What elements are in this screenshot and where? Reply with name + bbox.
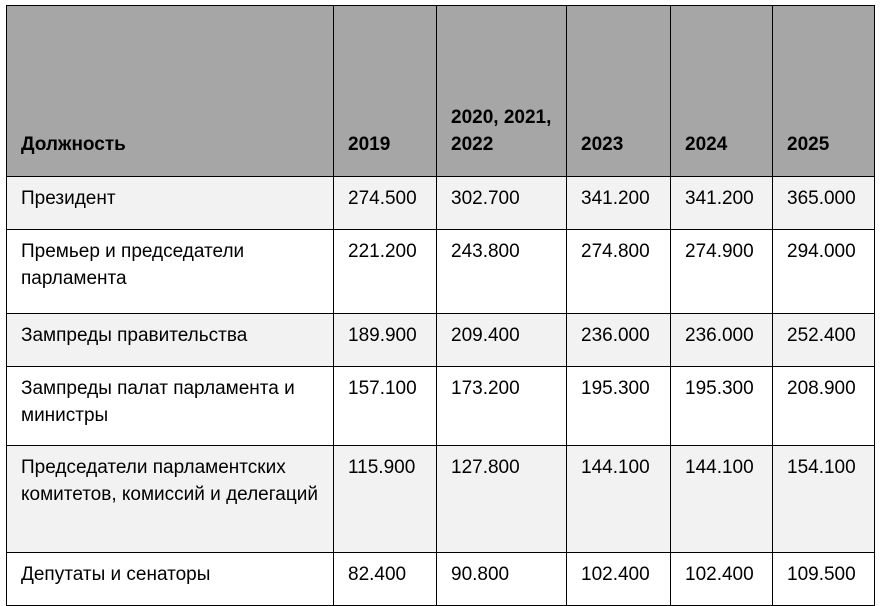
table-row [7,314,875,367]
value-cell: 243.800 [437,230,567,314]
position-cell: Зампреды палат парламента и министры [7,367,334,446]
value-cell: 208.900 [773,367,875,446]
header-position: Должность [7,6,334,177]
table-row [7,367,875,446]
value-cell: 365.000 [773,177,875,230]
header-2020-2022: 2020, 2021, 2022 [437,6,567,177]
value-cell: 102.400 [567,553,671,606]
value-cell: 144.100 [567,446,671,553]
header-row [7,6,875,177]
value-cell: 90.800 [437,553,567,606]
value-cell: 102.400 [671,553,773,606]
value-cell: 252.400 [773,314,875,367]
value-cell: 127.800 [437,446,567,553]
value-cell: 274.800 [567,230,671,314]
header-2019: 2019 [334,6,437,177]
header-2024: 2024 [671,6,773,177]
header-2025: 2025 [773,6,875,177]
value-cell: 82.400 [334,553,437,606]
value-cell: 115.900 [334,446,437,553]
value-cell: 274.900 [671,230,773,314]
value-cell: 195.300 [671,367,773,446]
value-cell: 294.000 [773,230,875,314]
value-cell: 341.200 [671,177,773,230]
position-cell: Премьер и председатели парламента [7,230,334,314]
value-cell: 236.000 [567,314,671,367]
salary-table [6,5,875,606]
value-cell: 274.500 [334,177,437,230]
value-cell: 189.900 [334,314,437,367]
value-cell: 195.300 [567,367,671,446]
table-row [7,553,875,606]
value-cell: 157.100 [334,367,437,446]
value-cell: 209.400 [437,314,567,367]
value-cell: 221.200 [334,230,437,314]
table-row [7,230,875,314]
header-2023: 2023 [567,6,671,177]
position-cell: Депутаты и сенаторы [7,553,334,606]
position-cell: Зампреды правительства [7,314,334,367]
value-cell: 154.100 [773,446,875,553]
value-cell: 144.100 [671,446,773,553]
value-cell: 109.500 [773,553,875,606]
value-cell: 236.000 [671,314,773,367]
position-cell: Президент [7,177,334,230]
table-row [7,446,875,553]
position-cell: Председатели парламентских комитетов, комиссий и делегаций [7,446,334,553]
table-row [7,177,875,230]
value-cell: 173.200 [437,367,567,446]
value-cell: 341.200 [567,177,671,230]
value-cell: 302.700 [437,177,567,230]
